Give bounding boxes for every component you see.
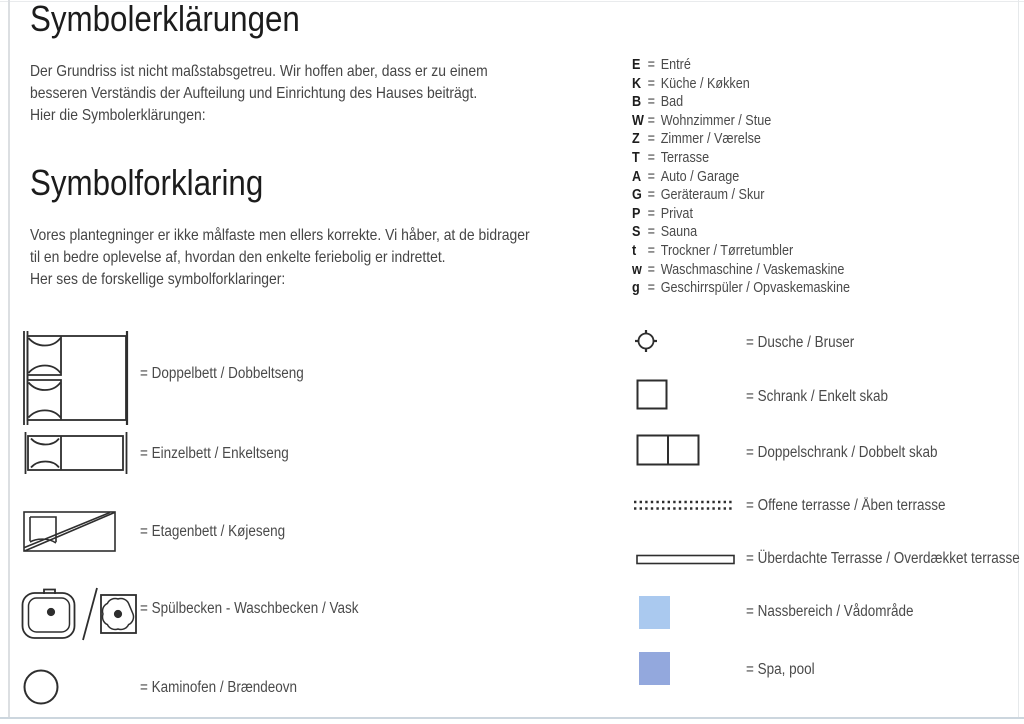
bunk-bed-icon (23, 511, 117, 553)
intro-danish-line1: Vores plantegninger er ikke målfaste men ellers korrekte. Vi håber, at de bidrager (30, 227, 530, 244)
abbreviation-row (632, 75, 850, 94)
single-cabinet-label: = Schrank / Enkelt skab (746, 388, 889, 405)
abbreviation-label: Geschirrspüler / Opvaskemaskine (660, 280, 851, 297)
abbreviation-label: Privat (660, 205, 693, 222)
abbreviation-label: Trockner / Tørretumbler (660, 242, 794, 259)
single-bed-label: = Einzelbett / Enkeltseng (140, 445, 289, 462)
sink-washbasin-icon (21, 586, 137, 642)
abbreviation-row (632, 112, 850, 131)
double-bed-icon (21, 331, 129, 425)
abbreviation-letter: E (632, 57, 641, 73)
open-terrace-label: = Offene terrasse / Åben terrasse (746, 497, 946, 514)
abbreviation-letter: t (632, 242, 637, 259)
equals-sign: = (647, 149, 656, 166)
abbreviation-row (632, 149, 850, 168)
abbreviation-letter: g (632, 280, 640, 297)
intro-german-line3: Hier die Symbolerklärungen: (30, 107, 206, 124)
sink-washbasin-label: = Spülbecken - Waschbecken / Vask (140, 600, 359, 617)
open-terrace-icon (633, 499, 735, 512)
abbreviation-list (632, 56, 850, 298)
equals-sign: = (647, 224, 656, 241)
equals-sign: = (647, 280, 656, 297)
abbreviation-row (632, 205, 850, 224)
abbreviation-row (632, 130, 850, 149)
abbreviation-row (632, 223, 850, 242)
abbreviation-row (632, 279, 850, 298)
abbreviation-label: Sauna (660, 224, 698, 241)
intro-german-line1: Der Grundriss ist nicht maßstabsgetreu. Wir hoffen aber, dass er zu einem (30, 63, 488, 80)
abbreviation-row (632, 56, 850, 75)
abbreviation-letter: S (632, 224, 641, 241)
abbreviation-row (632, 186, 850, 205)
abbreviation-label: Wohnzimmer / Stue (660, 112, 772, 129)
covered-terrace-label: = Überdachte Terrasse / Overdækket terrasse (746, 550, 1020, 567)
abbreviation-row (632, 261, 850, 280)
bunk-bed-label: = Etagenbett / Køjeseng (140, 523, 286, 540)
wet-area-label: = Nassbereich / Vådområde (746, 603, 914, 620)
abbreviation-letter: w (632, 261, 642, 278)
equals-sign: = (647, 75, 656, 92)
page-edge-right (1018, 0, 1019, 719)
abbreviation-label: Zimmer / Værelse (660, 131, 761, 148)
abbreviation-letter: Z (632, 131, 640, 148)
equals-sign: = (647, 112, 656, 129)
abbreviation-letter: W (632, 112, 644, 129)
equals-sign: = (647, 187, 656, 204)
equals-sign: = (647, 94, 656, 111)
double-cabinet-label: = Doppelschrank / Dobbelt skab (746, 444, 938, 461)
single-cabinet-icon (636, 379, 668, 410)
abbreviation-letter: K (632, 75, 642, 92)
abbreviation-letter: G (632, 187, 642, 204)
abbreviation-label: Auto / Garage (660, 168, 740, 185)
double-bed-label: = Doppelbett / Dobbeltseng (140, 365, 304, 382)
equals-sign: = (647, 242, 656, 259)
intro-german-line2: besseren Verständis der Aufteilung und Einrichtung des Hauses beiträgt. (30, 85, 478, 102)
intro-german (30, 61, 488, 127)
fireplace-icon (22, 668, 60, 706)
equals-sign: = (647, 57, 656, 73)
fireplace-label: = Kaminofen / Brændeovn (140, 679, 298, 696)
double-cabinet-icon (636, 434, 700, 466)
equals-sign: = (647, 131, 656, 148)
abbreviation-label: Geräteraum / Skur (660, 187, 765, 204)
abbreviation-row (632, 168, 850, 187)
page-edge-left (8, 0, 10, 719)
covered-terrace-icon (636, 554, 736, 565)
equals-sign: = (647, 261, 656, 278)
abbreviation-letter: P (632, 205, 641, 222)
abbreviation-letter: A (632, 168, 642, 185)
single-bed-icon (23, 432, 129, 474)
abbreviation-letter: T (632, 149, 640, 166)
page-edge-bottom (0, 717, 1024, 719)
abbreviation-label: Terrasse (660, 149, 710, 166)
intro-danish-line2: til en bedre oplevelse af, hvordan den enkelte feriebolig er indrettet. (30, 249, 446, 266)
equals-sign: = (647, 168, 656, 185)
spa-pool-icon (639, 652, 670, 685)
wet-area-icon (639, 596, 670, 629)
intro-danish-line3: Her ses de forskellige symbolforklaringer: (30, 271, 286, 288)
abbreviation-label: Bad (660, 94, 684, 111)
shower-label: = Dusche / Bruser (746, 334, 855, 351)
title-danish: Symbolforklaring (30, 162, 264, 203)
intro-danish (30, 225, 530, 291)
abbreviation-letter: B (632, 94, 642, 111)
abbreviation-label: Entré (660, 57, 691, 73)
spa-pool-label: = Spa, pool (746, 661, 815, 678)
abbreviation-row (632, 242, 850, 261)
title-german: Symbolerklärungen (30, 0, 300, 39)
equals-sign: = (647, 205, 656, 222)
abbreviation-label: Waschmaschine / Vaskemaskine (660, 261, 845, 278)
abbreviation-label: Küche / Køkken (660, 75, 750, 92)
shower-icon (633, 328, 659, 354)
abbreviation-row (632, 93, 850, 112)
